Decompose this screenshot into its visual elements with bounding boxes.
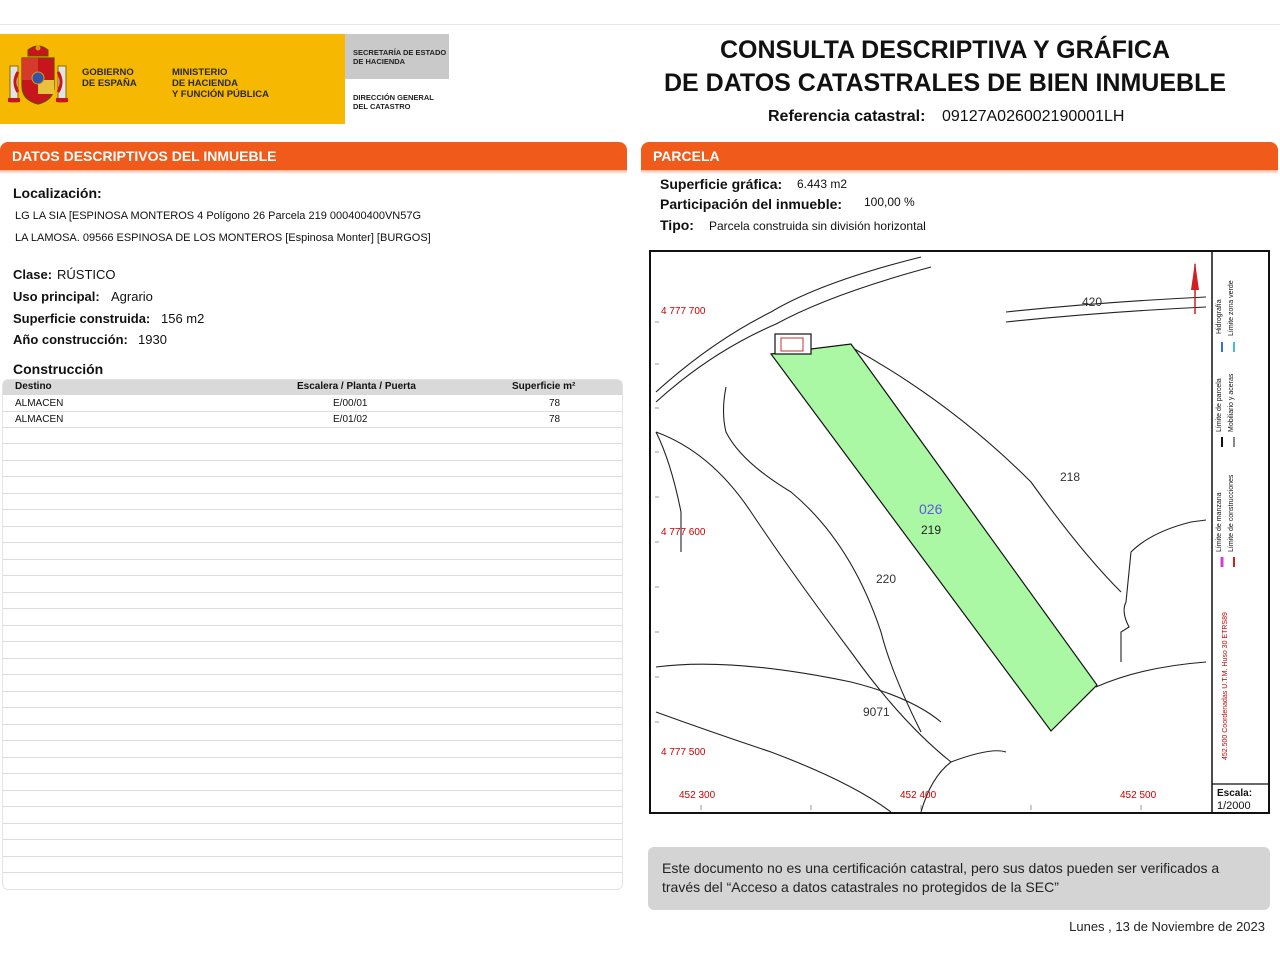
- parcel-label-9071: 9071: [863, 705, 890, 719]
- empty-table-row: [3, 478, 622, 494]
- y-label-3: 4 777 500: [661, 747, 706, 758]
- th-escalera: Escalera / Planta / Puerta: [297, 381, 416, 392]
- empty-table-row: [3, 511, 622, 527]
- parcel-219-shape: [771, 344, 1097, 731]
- datos-descriptivos-header: DATOS DESCRIPTIVOS DEL INMUEBLE: [0, 142, 627, 170]
- localizacion-label: Localización:: [13, 185, 102, 201]
- construccion-table: [2, 379, 623, 890]
- cell-superficie: 78: [549, 414, 561, 425]
- empty-table-row: [3, 874, 622, 890]
- document-date: Lunes , 13 de Noviembre de 2023: [1069, 919, 1265, 934]
- empty-table-row: [3, 593, 622, 609]
- empty-table-row: [3, 461, 622, 477]
- parcel-label-026: 026: [919, 501, 943, 517]
- localizacion-line1: LG LA SIA [ESPINOSA MONTEROS 4 Polígono 26 Parcela 219 000400400VN57G: [15, 210, 422, 222]
- parcel-label-420: 420: [1082, 295, 1103, 309]
- referencia-label: Referencia catastral:: [768, 108, 926, 125]
- superficie-grafica-value: 6.443 m2: [797, 177, 848, 191]
- empty-table-row: [3, 709, 622, 725]
- cell-escalera: E/00/01: [333, 398, 368, 409]
- secretaria-label: SECRETARÍA DE ESTADO DE HACIENDA: [353, 48, 447, 66]
- cell-destino: ALMACEN: [15, 414, 64, 425]
- escudo-icon: [8, 42, 68, 112]
- empty-table-row: [3, 775, 622, 791]
- referencia-value: 09127A026002190001LH: [942, 108, 1125, 125]
- cell-escalera: E/01/02: [333, 414, 368, 425]
- table-header: [3, 380, 622, 395]
- empty-table-row: [3, 544, 622, 560]
- escala-label: Escala:: [1217, 788, 1253, 799]
- x-label-2: 452 400: [900, 790, 937, 801]
- parcel-label-218: 218: [1060, 470, 1081, 484]
- empty-table-row: [3, 428, 622, 444]
- x-label-3: 452 500: [1120, 790, 1157, 801]
- legend-coordenadas: 452.500 Coordenadas U.T.M. Huso 30 ETRS89: [1222, 612, 1229, 760]
- superficie-grafica-label: Superficie gráfica:: [660, 176, 783, 192]
- legend-hidrografia: Hidrografía: [1216, 299, 1223, 334]
- parcel-label-219: 219: [921, 523, 942, 537]
- superficie-construida-label: Superficie construida:: [13, 311, 151, 326]
- legend-mobiliario: Mobiliario y aceras: [1228, 373, 1235, 432]
- cadastral-map: [649, 250, 1270, 814]
- empty-table-row: [3, 857, 622, 873]
- parcela-header: PARCELA: [641, 142, 1278, 170]
- th-destino: Destino: [15, 381, 52, 392]
- empty-table-row: [3, 560, 622, 576]
- y-label-1: 4 777 700: [661, 306, 706, 317]
- top-divider: [0, 24, 1280, 25]
- legend-limite-construcciones: Límite de construcciones: [1228, 474, 1235, 552]
- clase-label: Clase:: [13, 267, 53, 282]
- empty-table-row: [3, 725, 622, 741]
- empty-table-row: [3, 742, 622, 758]
- uso-label: Uso principal:: [13, 289, 100, 304]
- cell-superficie: 78: [549, 398, 561, 409]
- direccion-label: DIRECCIÓN GENERAL DEL CATASTRO: [353, 93, 434, 111]
- clase-value: RÚSTICO: [57, 267, 116, 282]
- empty-table-row: [3, 676, 622, 692]
- empty-table-row: [3, 692, 622, 708]
- empty-table-row: [3, 643, 622, 659]
- x-label-1: 452 300: [679, 790, 716, 801]
- document-title: CONSULTA DESCRIPTIVA Y GRÁFICA DE DATOS CATASTRALES DE BIEN INMUEBLE: [663, 36, 1227, 97]
- anio-value: 1930: [138, 332, 167, 347]
- parcel-label-220: 220: [876, 572, 897, 586]
- ministerio-label: MINISTERIO DE HACIENDA Y FUNCIÓN PÚBLICA: [172, 67, 269, 100]
- empty-table-row: [3, 626, 622, 642]
- participacion-label: Participación del inmueble:: [660, 196, 843, 212]
- disclaimer-note: Este documento no es una certificación catastral, pero sus datos pueden ser verificados a través del “Acceso a datos catastrales no protegidos de la SEC”: [648, 847, 1270, 910]
- localizacion-line2: LA LAMOSA. 09566 ESPINOSA DE LOS MONTEROS [Espinosa Monter] [BURGOS]: [15, 232, 431, 244]
- table-row: [3, 396, 622, 412]
- map-drawing: [651, 252, 1268, 812]
- cell-destino: ALMACEN: [15, 398, 64, 409]
- legend: [1212, 252, 1268, 782]
- empty-table-row: [3, 577, 622, 593]
- tipo-value: Parcela construida sin división horizontal: [709, 219, 926, 233]
- empty-table-row: [3, 808, 622, 824]
- empty-table-row: [3, 527, 622, 543]
- empty-table-row: [3, 659, 622, 675]
- uso-value: Agrario: [111, 289, 153, 304]
- empty-table-row: [3, 791, 622, 807]
- construccion-label: Construcción: [13, 361, 104, 377]
- empty-table-row: [3, 610, 622, 626]
- gobierno-label: GOBIERNO DE ESPAÑA: [82, 67, 137, 89]
- legend-limite-parcela: Límite de parcela: [1216, 378, 1223, 432]
- tipo-label: Tipo:: [660, 217, 694, 233]
- escala-value: 1/2000: [1217, 800, 1251, 812]
- gobierno-banner: [0, 34, 345, 124]
- table-row: [3, 412, 622, 428]
- legend-zona-verde: Límite zona verde: [1228, 280, 1235, 336]
- empty-table-row: [3, 841, 622, 857]
- superficie-construida-value: 156 m2: [161, 311, 205, 326]
- empty-table-row: [3, 445, 622, 461]
- th-superficie: Superficie m²: [512, 381, 576, 392]
- participacion-value: 100,00 %: [864, 195, 915, 209]
- empty-table-row: [3, 758, 622, 774]
- legend-limite-manzana: Límite de manzana: [1216, 492, 1223, 552]
- empty-table-row: [3, 824, 622, 840]
- empty-table-row: [3, 494, 622, 510]
- anio-label: Año construcción:: [13, 332, 128, 347]
- y-label-2: 4 777 600: [661, 527, 706, 538]
